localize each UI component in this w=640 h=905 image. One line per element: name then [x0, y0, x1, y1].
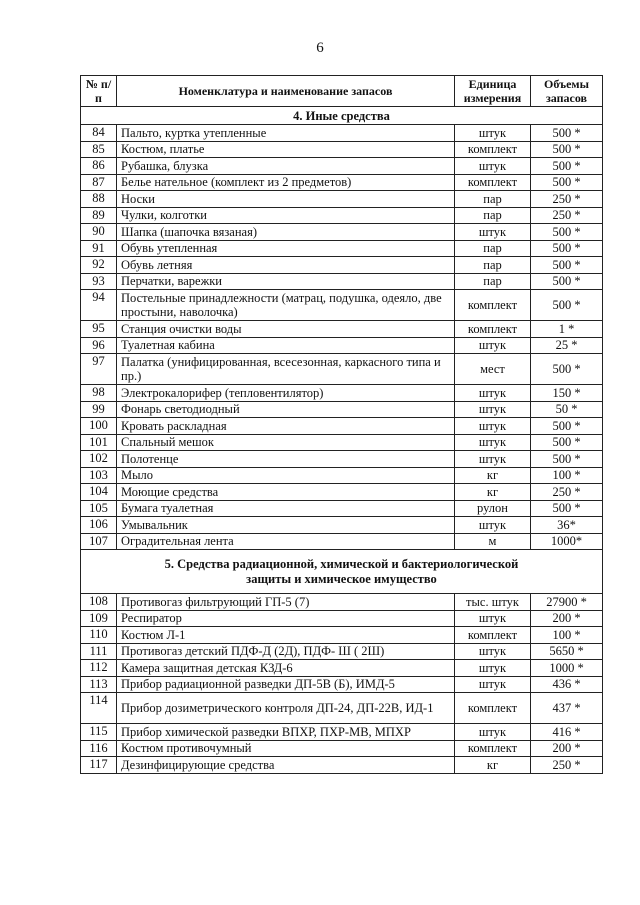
row-volume: 500 *	[531, 290, 603, 321]
row-name: Постельные принадлежности (матрац, подушка, одеяло, две простыни, наволочка)	[117, 290, 455, 321]
row-num: 111	[81, 643, 117, 660]
table-row	[81, 174, 603, 191]
row-num: 85	[81, 141, 117, 158]
page-number: 6	[316, 40, 324, 56]
row-unit: штук	[455, 337, 531, 354]
row-unit: штук	[455, 660, 531, 677]
row-name: Палатка (унифицированная, всесезонная, каркасного типа и пр.)	[117, 354, 455, 385]
row-volume: 437 *	[531, 693, 603, 724]
row-num: 108	[81, 594, 117, 611]
row-volume: 500 *	[531, 125, 603, 142]
table-row	[81, 125, 603, 142]
row-name: Прибор радиационной разведки ДП-5В (Б), ИМД-5	[117, 676, 455, 693]
row-unit: рулон	[455, 500, 531, 517]
row-unit: пар	[455, 273, 531, 290]
row-volume: 500 *	[531, 240, 603, 257]
row-volume: 500 *	[531, 141, 603, 158]
row-volume: 1 *	[531, 321, 603, 338]
row-volume: 50 *	[531, 401, 603, 418]
row-name: Умывальник	[117, 517, 455, 534]
row-name: Носки	[117, 191, 455, 208]
row-num: 87	[81, 174, 117, 191]
table-row	[81, 207, 603, 224]
row-volume: 500 *	[531, 273, 603, 290]
row-num: 101	[81, 434, 117, 451]
row-volume: 200 *	[531, 610, 603, 627]
row-name: Перчатки, варежки	[117, 273, 455, 290]
row-num: 94	[81, 290, 117, 321]
row-num: 90	[81, 224, 117, 241]
row-unit: комплект	[455, 321, 531, 338]
table-row	[81, 610, 603, 627]
row-volume: 25 *	[531, 337, 603, 354]
table-row	[81, 594, 603, 611]
row-unit: штук	[455, 610, 531, 627]
row-volume: 500 *	[531, 224, 603, 241]
row-unit: тыс. штук	[455, 594, 531, 611]
row-unit: м	[455, 533, 531, 550]
table-row	[81, 451, 603, 468]
row-unit: кг	[455, 757, 531, 774]
table-row	[81, 693, 603, 724]
row-num: 84	[81, 125, 117, 142]
row-volume: 100 *	[531, 467, 603, 484]
row-unit: штук	[455, 158, 531, 175]
row-num: 107	[81, 533, 117, 550]
table-row	[81, 724, 603, 741]
table-row	[81, 191, 603, 208]
row-volume: 500 *	[531, 418, 603, 435]
row-unit: пар	[455, 257, 531, 274]
table-row	[81, 740, 603, 757]
section-4-header	[81, 107, 603, 125]
row-unit: пар	[455, 191, 531, 208]
row-num: 98	[81, 385, 117, 402]
row-volume: 500 *	[531, 257, 603, 274]
row-name: Оградительная лента	[117, 533, 455, 550]
section-5-title-line2: защиты и химическое имущество	[246, 571, 437, 586]
row-unit: комплект	[455, 174, 531, 191]
row-unit: комплект	[455, 740, 531, 757]
table-row	[81, 158, 603, 175]
row-unit: штук	[455, 451, 531, 468]
table-row	[81, 337, 603, 354]
row-num: 89	[81, 207, 117, 224]
table-row	[81, 224, 603, 241]
row-name: Спальный мешок	[117, 434, 455, 451]
row-name: Костюм противочумный	[117, 740, 455, 757]
table-row	[81, 484, 603, 501]
row-volume: 5650 *	[531, 643, 603, 660]
row-name: Пальто, куртка утепленные	[117, 125, 455, 142]
row-name: Камера защитная детская КЗД-6	[117, 660, 455, 677]
row-name: Моющие средства	[117, 484, 455, 501]
table-row	[81, 385, 603, 402]
reserves-table	[80, 75, 603, 774]
row-unit: мест	[455, 354, 531, 385]
row-volume: 500 *	[531, 354, 603, 385]
row-unit: штук	[455, 676, 531, 693]
row-num: 88	[81, 191, 117, 208]
row-volume: 416 *	[531, 724, 603, 741]
row-volume: 250 *	[531, 191, 603, 208]
header-name: Номенклатура и наименование запасов	[117, 76, 455, 107]
row-volume: 100 *	[531, 627, 603, 644]
row-num: 96	[81, 337, 117, 354]
row-name: Туалетная кабина	[117, 337, 455, 354]
row-num: 105	[81, 500, 117, 517]
row-name: Станция очистки воды	[117, 321, 455, 338]
row-name: Полотенце	[117, 451, 455, 468]
row-name: Прибор химической разведки ВПХР, ПХР-МВ, МПХР	[117, 724, 455, 741]
row-unit: пар	[455, 207, 531, 224]
row-num: 91	[81, 240, 117, 257]
row-unit: комплект	[455, 693, 531, 724]
table-row	[81, 676, 603, 693]
row-name: Прибор дозиметрического контроля ДП-24, ДП-22В, ИД-1	[117, 693, 455, 724]
table-row	[81, 418, 603, 435]
row-unit: штук	[455, 724, 531, 741]
row-volume: 1000*	[531, 533, 603, 550]
row-name: Дезинфицирующие средства	[117, 757, 455, 774]
row-volume: 500 *	[531, 451, 603, 468]
row-volume: 500 *	[531, 500, 603, 517]
row-name: Обувь утепленная	[117, 240, 455, 257]
row-name: Чулки, колготки	[117, 207, 455, 224]
row-volume: 436 *	[531, 676, 603, 693]
table-row	[81, 467, 603, 484]
row-name: Респиратор	[117, 610, 455, 627]
row-volume: 500 *	[531, 434, 603, 451]
row-unit: штук	[455, 385, 531, 402]
row-num: 92	[81, 257, 117, 274]
table-row	[81, 643, 603, 660]
row-name: Кровать раскладная	[117, 418, 455, 435]
table-row	[81, 240, 603, 257]
row-name: Костюм Л-1	[117, 627, 455, 644]
table-row	[81, 257, 603, 274]
row-num: 109	[81, 610, 117, 627]
row-num: 110	[81, 627, 117, 644]
row-volume: 1000 *	[531, 660, 603, 677]
table-row	[81, 500, 603, 517]
row-name: Мыло	[117, 467, 455, 484]
row-volume: 36*	[531, 517, 603, 534]
row-num: 114	[81, 693, 117, 724]
section-5-title-line1: 5. Средства радиационной, химической и бактериологической	[164, 556, 519, 571]
header-volume: Объемы запасов	[531, 76, 603, 107]
row-volume: 250 *	[531, 484, 603, 501]
row-unit: комплект	[455, 290, 531, 321]
table-row	[81, 290, 603, 321]
row-num: 106	[81, 517, 117, 534]
row-volume: 500 *	[531, 174, 603, 191]
table-row	[81, 434, 603, 451]
row-volume: 27900 *	[531, 594, 603, 611]
row-unit: пар	[455, 240, 531, 257]
row-num: 93	[81, 273, 117, 290]
row-num: 86	[81, 158, 117, 175]
row-name: Бумага туалетная	[117, 500, 455, 517]
row-name: Противогаз фильтрующий ГП-5 (7)	[117, 594, 455, 611]
header-unit: Единица измерения	[455, 76, 531, 107]
row-unit: штук	[455, 401, 531, 418]
row-unit: кг	[455, 467, 531, 484]
section-5-header	[81, 550, 603, 594]
row-volume: 150 *	[531, 385, 603, 402]
row-num: 99	[81, 401, 117, 418]
row-num: 115	[81, 724, 117, 741]
row-num: 103	[81, 467, 117, 484]
table-row	[81, 533, 603, 550]
row-name: Костюм, платье	[117, 141, 455, 158]
row-volume: 500 *	[531, 158, 603, 175]
row-name: Белье нательное (комплект из 2 предметов)	[117, 174, 455, 191]
table-row	[81, 517, 603, 534]
row-num: 117	[81, 757, 117, 774]
row-name: Обувь летняя	[117, 257, 455, 274]
row-name: Рубашка, блузка	[117, 158, 455, 175]
section-5-title	[81, 550, 603, 594]
row-name: Электрокалорифер (тепловентилятор)	[117, 385, 455, 402]
table-row	[81, 627, 603, 644]
row-volume: 250 *	[531, 757, 603, 774]
table-row	[81, 401, 603, 418]
row-num: 100	[81, 418, 117, 435]
row-num: 102	[81, 451, 117, 468]
row-name: Фонарь светодиодный	[117, 401, 455, 418]
table-row	[81, 273, 603, 290]
row-unit: штук	[455, 434, 531, 451]
table-row	[81, 321, 603, 338]
row-unit: штук	[455, 517, 531, 534]
row-unit: кг	[455, 484, 531, 501]
row-num: 97	[81, 354, 117, 385]
header-num: № п/п	[81, 76, 117, 107]
row-unit: комплект	[455, 627, 531, 644]
row-unit: штук	[455, 125, 531, 142]
row-name: Шапка (шапочка вязаная)	[117, 224, 455, 241]
table-row	[81, 141, 603, 158]
row-unit: штук	[455, 418, 531, 435]
row-num: 104	[81, 484, 117, 501]
row-unit: комплект	[455, 141, 531, 158]
row-num: 95	[81, 321, 117, 338]
row-num: 116	[81, 740, 117, 757]
table-row	[81, 354, 603, 385]
table-row	[81, 757, 603, 774]
row-volume: 250 *	[531, 207, 603, 224]
row-unit: штук	[455, 643, 531, 660]
row-volume: 200 *	[531, 740, 603, 757]
row-unit: штук	[455, 224, 531, 241]
section-4-title: 4. Иные средства	[81, 107, 603, 125]
row-num: 113	[81, 676, 117, 693]
table-row	[81, 660, 603, 677]
row-name: Противогаз детский ПДФ-Д (2Д), ПДФ- Ш ( 2Ш)	[117, 643, 455, 660]
row-num: 112	[81, 660, 117, 677]
